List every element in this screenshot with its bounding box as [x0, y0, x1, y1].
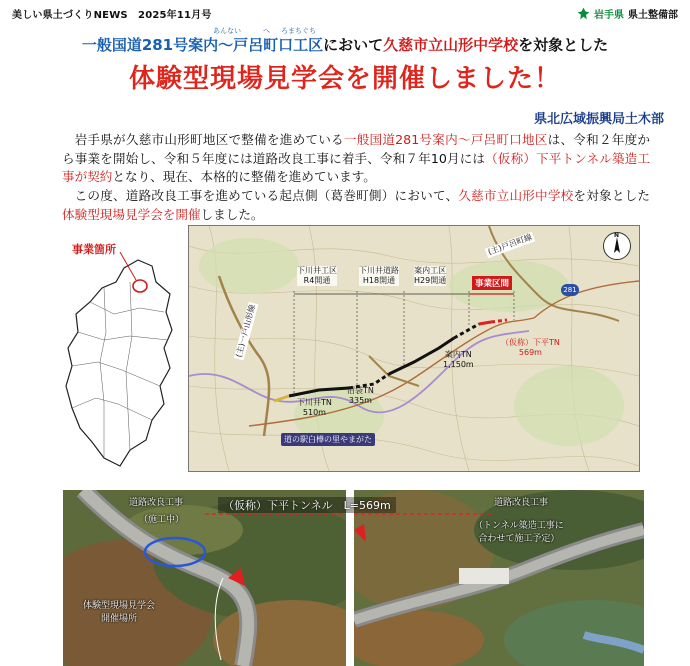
section-label-3: 案内工区 H29開通 [414, 266, 447, 285]
headline-connector: において [323, 36, 384, 54]
headline-school: 久慈市立山形中学校 [383, 36, 519, 54]
p2-text-c: しました。 [200, 206, 264, 222]
tunnel-length-label: （仮称）下平トンネル L=569m [218, 497, 396, 513]
p1-text-b: は、令和２年度から事業を開始し、令和５年度には道路改良工事に着手、令和７年10月には [62, 132, 651, 166]
p2-highlight-event: 体験型現場見学会を開催 [62, 206, 201, 222]
page-title: 体験型現場見学会を開催しました！ [128, 64, 561, 94]
tunnel-label-2: 沼袋TN 335m [347, 386, 374, 405]
p1-text-c: となり、現在、本格的に整備を進めています。 [112, 169, 376, 185]
right-construction-note: （トンネル築造工事に 合わせて施工予定） [474, 521, 564, 544]
org-prefecture: 岩手県 [594, 10, 624, 21]
tunnel-label-4: （仮称）下平TN 569m [501, 338, 560, 357]
p2-text-a: この度、道路改良工事を進めている起点側（葛巻町側）において、 [74, 188, 459, 203]
p2-highlight-school: 久慈市立山形中学校 [458, 188, 574, 203]
ruby-annai: あんない [213, 27, 241, 35]
aerial-photo-left [63, 490, 346, 666]
section-label-1: 下川井工区 R4開通 [297, 266, 337, 285]
p2-text-b: を対象とした [573, 188, 650, 203]
tunnel-label-3: 案内TN 1,150m [443, 350, 474, 369]
headline-suffix: を対象とした [518, 36, 609, 54]
road-station-label: 道の駅白樺の里やまがた [281, 433, 375, 446]
tunnel-label-1: 下川井TN 510m [297, 398, 332, 417]
compass-letter: N [614, 232, 620, 239]
aerial-photo-left-image [63, 490, 346, 666]
aerial-photo-right-image [354, 490, 644, 666]
paragraph-2 [62, 187, 650, 224]
newsletter-title: 美しい県土づくりNEWS 2025年11月号 [12, 10, 212, 21]
prefectural-road-left-label: (主)一戸山形線 [234, 302, 259, 361]
project-section-badge: 事業区間 [472, 276, 512, 290]
org-badge [577, 6, 678, 21]
route-number-badge: 281 [561, 284, 579, 296]
ruby-machiguchi: ろまちぐち [281, 27, 316, 35]
project-location-label: 事業箇所 [72, 243, 116, 256]
org-department: 県土整備部 [628, 10, 678, 21]
prefecture-logo-icon [577, 7, 590, 20]
compass [603, 232, 631, 260]
right-road-work-label: 道路改良工事 [494, 498, 549, 508]
p1-highlight-road: 一般国道281号案内～戸呂町口地区 [343, 132, 548, 147]
route-map [188, 225, 640, 472]
ruby-he: へ [263, 27, 270, 35]
map-terrain [189, 226, 639, 471]
prefecture-outline-map [60, 252, 180, 474]
paragraph-1 [62, 131, 650, 187]
left-road-work-status: （施工中） [139, 515, 185, 525]
venue-label: 体験型現場見学会 開催場所 [83, 601, 156, 624]
section-label-2: 下川井道路 H18開通 [359, 266, 399, 285]
department-name: 県北広域振興局土木部 [533, 112, 664, 127]
p1-text-a: 岩手県が久慈市山形町地区で整備を進めている [74, 132, 344, 147]
headline [0, 34, 690, 55]
prefectural-road-top-label: (主)戸呂町線 [485, 232, 536, 259]
aerial-photo-right [354, 490, 644, 666]
p1-highlight-contract: （仮称）下平トンネル築造工事が契約 [62, 150, 650, 185]
left-road-work-label: 道路改良工事 [129, 498, 184, 508]
headline-road: 一般国道281号案内～戸呂町口工区 [81, 36, 324, 54]
